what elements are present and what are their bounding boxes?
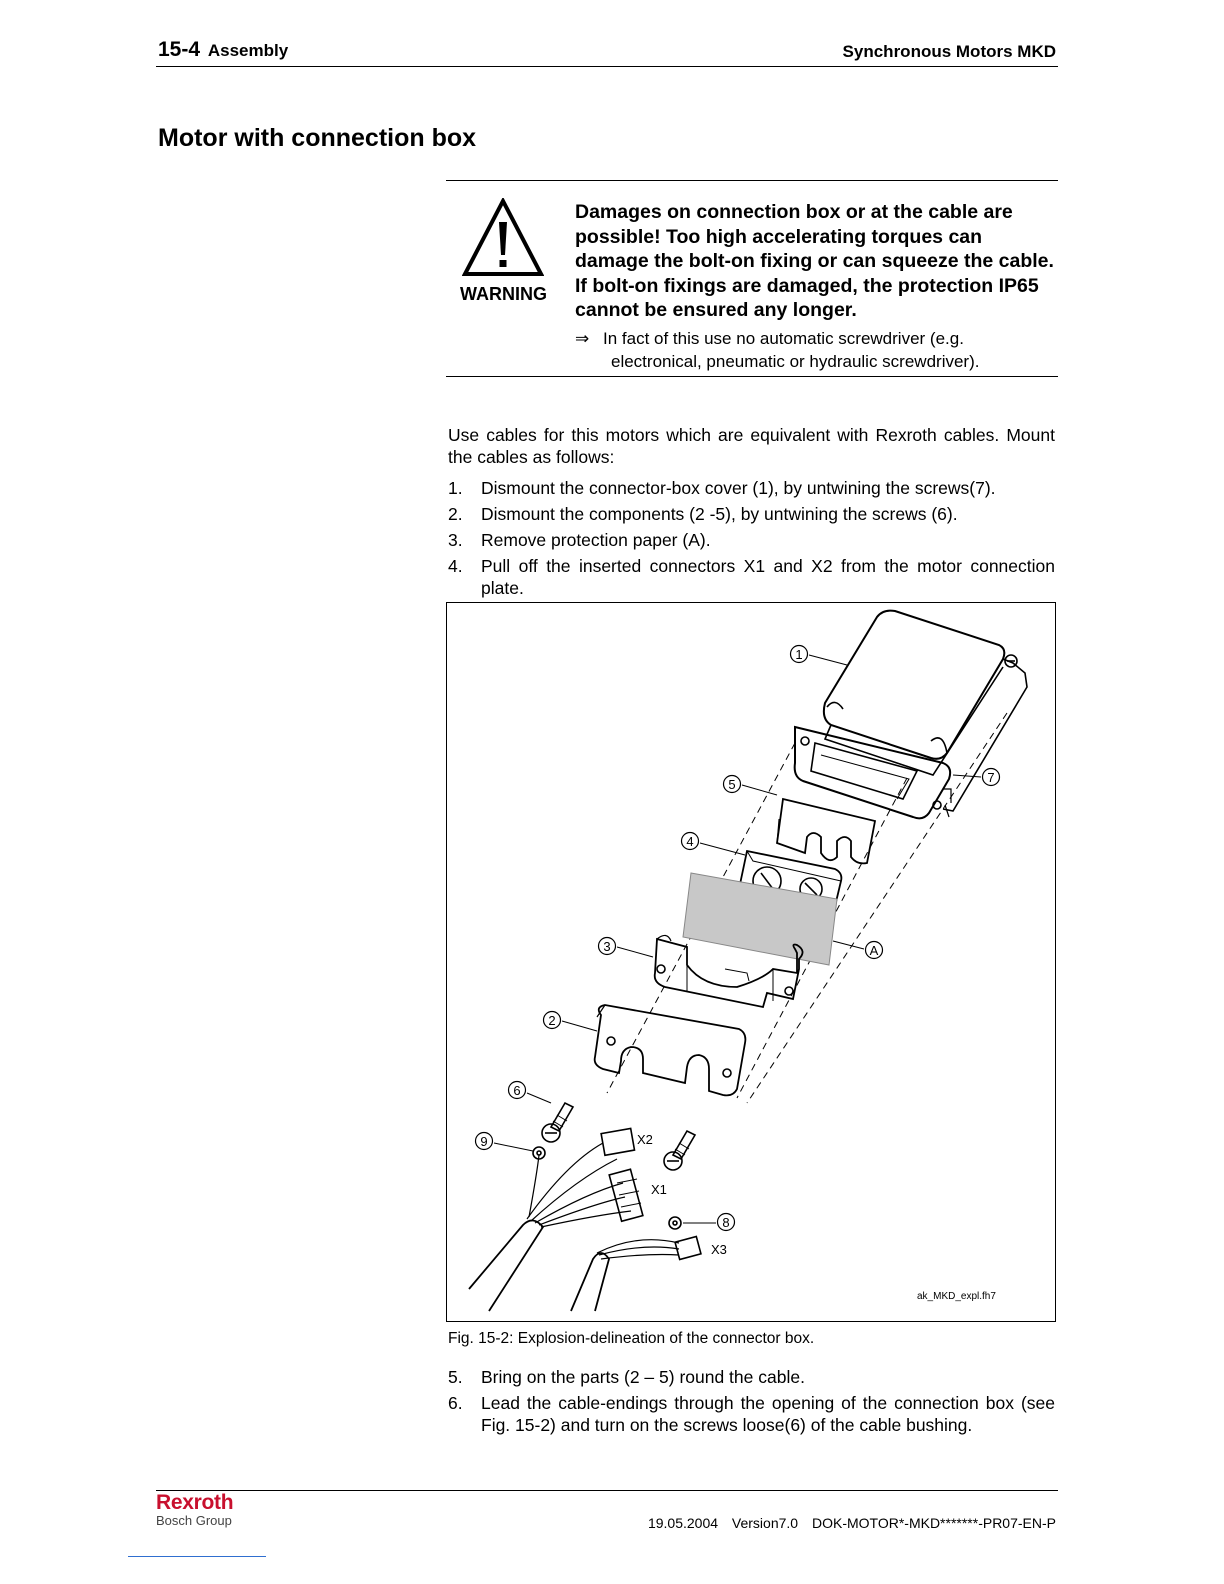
list-item <box>448 477 1055 499</box>
footer-date: 19.05.2004 <box>647 1515 719 1531</box>
cable-8 <box>571 1217 701 1311</box>
footer-link-underline <box>128 1556 266 1557</box>
step-number: 2. <box>448 504 463 524</box>
warning-bottom-rule <box>446 376 1058 377</box>
connector-label-x2: X2 <box>637 1132 653 1147</box>
footer-doc-info <box>638 1515 1056 1531</box>
connector-box-drawing <box>447 603 1055 1321</box>
part-cover <box>824 611 1027 811</box>
step-text: Dismount the connector-box cover (1), by untwining the screws(7). <box>481 478 996 498</box>
footer-rule <box>156 1490 1058 1491</box>
callout-1 <box>791 646 848 666</box>
footer-doc-id: DOK-MOTOR*-MKD*******-PR07-EN-P <box>811 1515 1056 1531</box>
callout-4 <box>682 833 746 856</box>
list-item <box>448 555 1055 599</box>
step-text: Remove protection paper (A). <box>481 530 711 550</box>
rexroth-logo <box>156 1492 233 1528</box>
step-text: Dismount the components (2 -5), by untwining the screws (6). <box>481 504 958 524</box>
callout-A <box>833 941 883 959</box>
warning-action-line1: In fact of this use no automatic screwdriver (e.g. <box>603 329 964 348</box>
screw-6-left <box>542 1103 573 1142</box>
callout-5 <box>724 776 778 796</box>
page-number: 15-4 <box>158 38 201 61</box>
step-number: 6. <box>448 1393 463 1413</box>
part-5-seal <box>777 799 875 863</box>
svg-text:5: 5 <box>728 777 736 792</box>
list-item <box>448 1366 1055 1388</box>
warning-top-rule <box>446 180 1058 181</box>
svg-text:9: 9 <box>480 1134 488 1149</box>
figure-caption: Fig. 15-2: Explosion-delineation of the connector box. <box>448 1330 815 1347</box>
brand-group: Bosch Group <box>156 1513 232 1528</box>
figure-file-label: ak_MKD_expl.fh7 <box>917 1291 996 1302</box>
list-item <box>448 1392 1055 1436</box>
step-number: 4. <box>448 556 463 576</box>
svg-text:1: 1 <box>795 647 803 662</box>
page-title: Motor with connection box <box>158 124 477 152</box>
warning-text: Damages on connection box or at the cable are possible! Too high accelerating torques can damage the bolt-on fixing or can squeeze the cable. If bolt-on fixings are damaged, the protection IP65 cannot be ensured any longer. <box>575 201 1054 321</box>
callout-6 <box>509 1082 552 1104</box>
doc-title: Synchronous Motors MKD <box>842 42 1056 61</box>
callout-3 <box>599 938 654 958</box>
step-number: 5. <box>448 1367 463 1387</box>
footer-version: Version7.0 <box>731 1515 799 1531</box>
step-text: Bring on the parts (2 – 5) round the cable. <box>481 1367 805 1387</box>
warning-triangle-icon <box>462 198 544 278</box>
connector-label-x3: X3 <box>711 1242 727 1257</box>
list-item <box>448 529 1055 551</box>
cable-9 <box>469 1128 643 1311</box>
part-2-base-plate <box>595 1005 746 1095</box>
part-a-protection-paper <box>683 873 837 965</box>
list-item <box>448 503 1055 525</box>
connector-label-x1: X1 <box>651 1182 667 1197</box>
page-header-left <box>158 38 288 62</box>
step-text: Pull off the inserted connectors X1 and X2 from the motor connection plate. <box>481 556 1055 598</box>
explosion-figure <box>446 602 1056 1322</box>
step-number: 1. <box>448 478 463 498</box>
svg-text:2: 2 <box>548 1013 556 1028</box>
svg-text:6: 6 <box>513 1083 521 1098</box>
svg-text:A: A <box>869 943 879 958</box>
brand-name: Rexroth <box>156 1491 234 1514</box>
arrow-icon: ⇒ <box>575 329 590 348</box>
section-name: Assembly <box>207 41 289 60</box>
warning-action-line2: electronical, pneumatic or hydraulic screwdriver). <box>611 352 980 371</box>
screw-6-right <box>664 1131 695 1170</box>
warning-action <box>575 327 1047 373</box>
callout-2 <box>544 1012 598 1032</box>
intro-paragraph: Use cables for this motors which are equivalent with Rexroth cables. Mount the cables as follows: <box>448 425 1055 467</box>
svg-text:8: 8 <box>722 1215 730 1230</box>
svg-text:3: 3 <box>603 939 611 954</box>
header-rule <box>156 66 1058 67</box>
callout-9 <box>476 1133 534 1152</box>
step-text: Lead the cable-endings through the opening of the connection box (see Fig. 15-2) and turn on the screws loose(6) of the cable bushing. <box>481 1393 1055 1435</box>
warning-label: WARNING <box>460 284 547 304</box>
callout-8 <box>683 1214 735 1231</box>
svg-text:4: 4 <box>686 834 694 849</box>
step-number: 3. <box>448 530 463 550</box>
svg-text:7: 7 <box>987 770 995 785</box>
